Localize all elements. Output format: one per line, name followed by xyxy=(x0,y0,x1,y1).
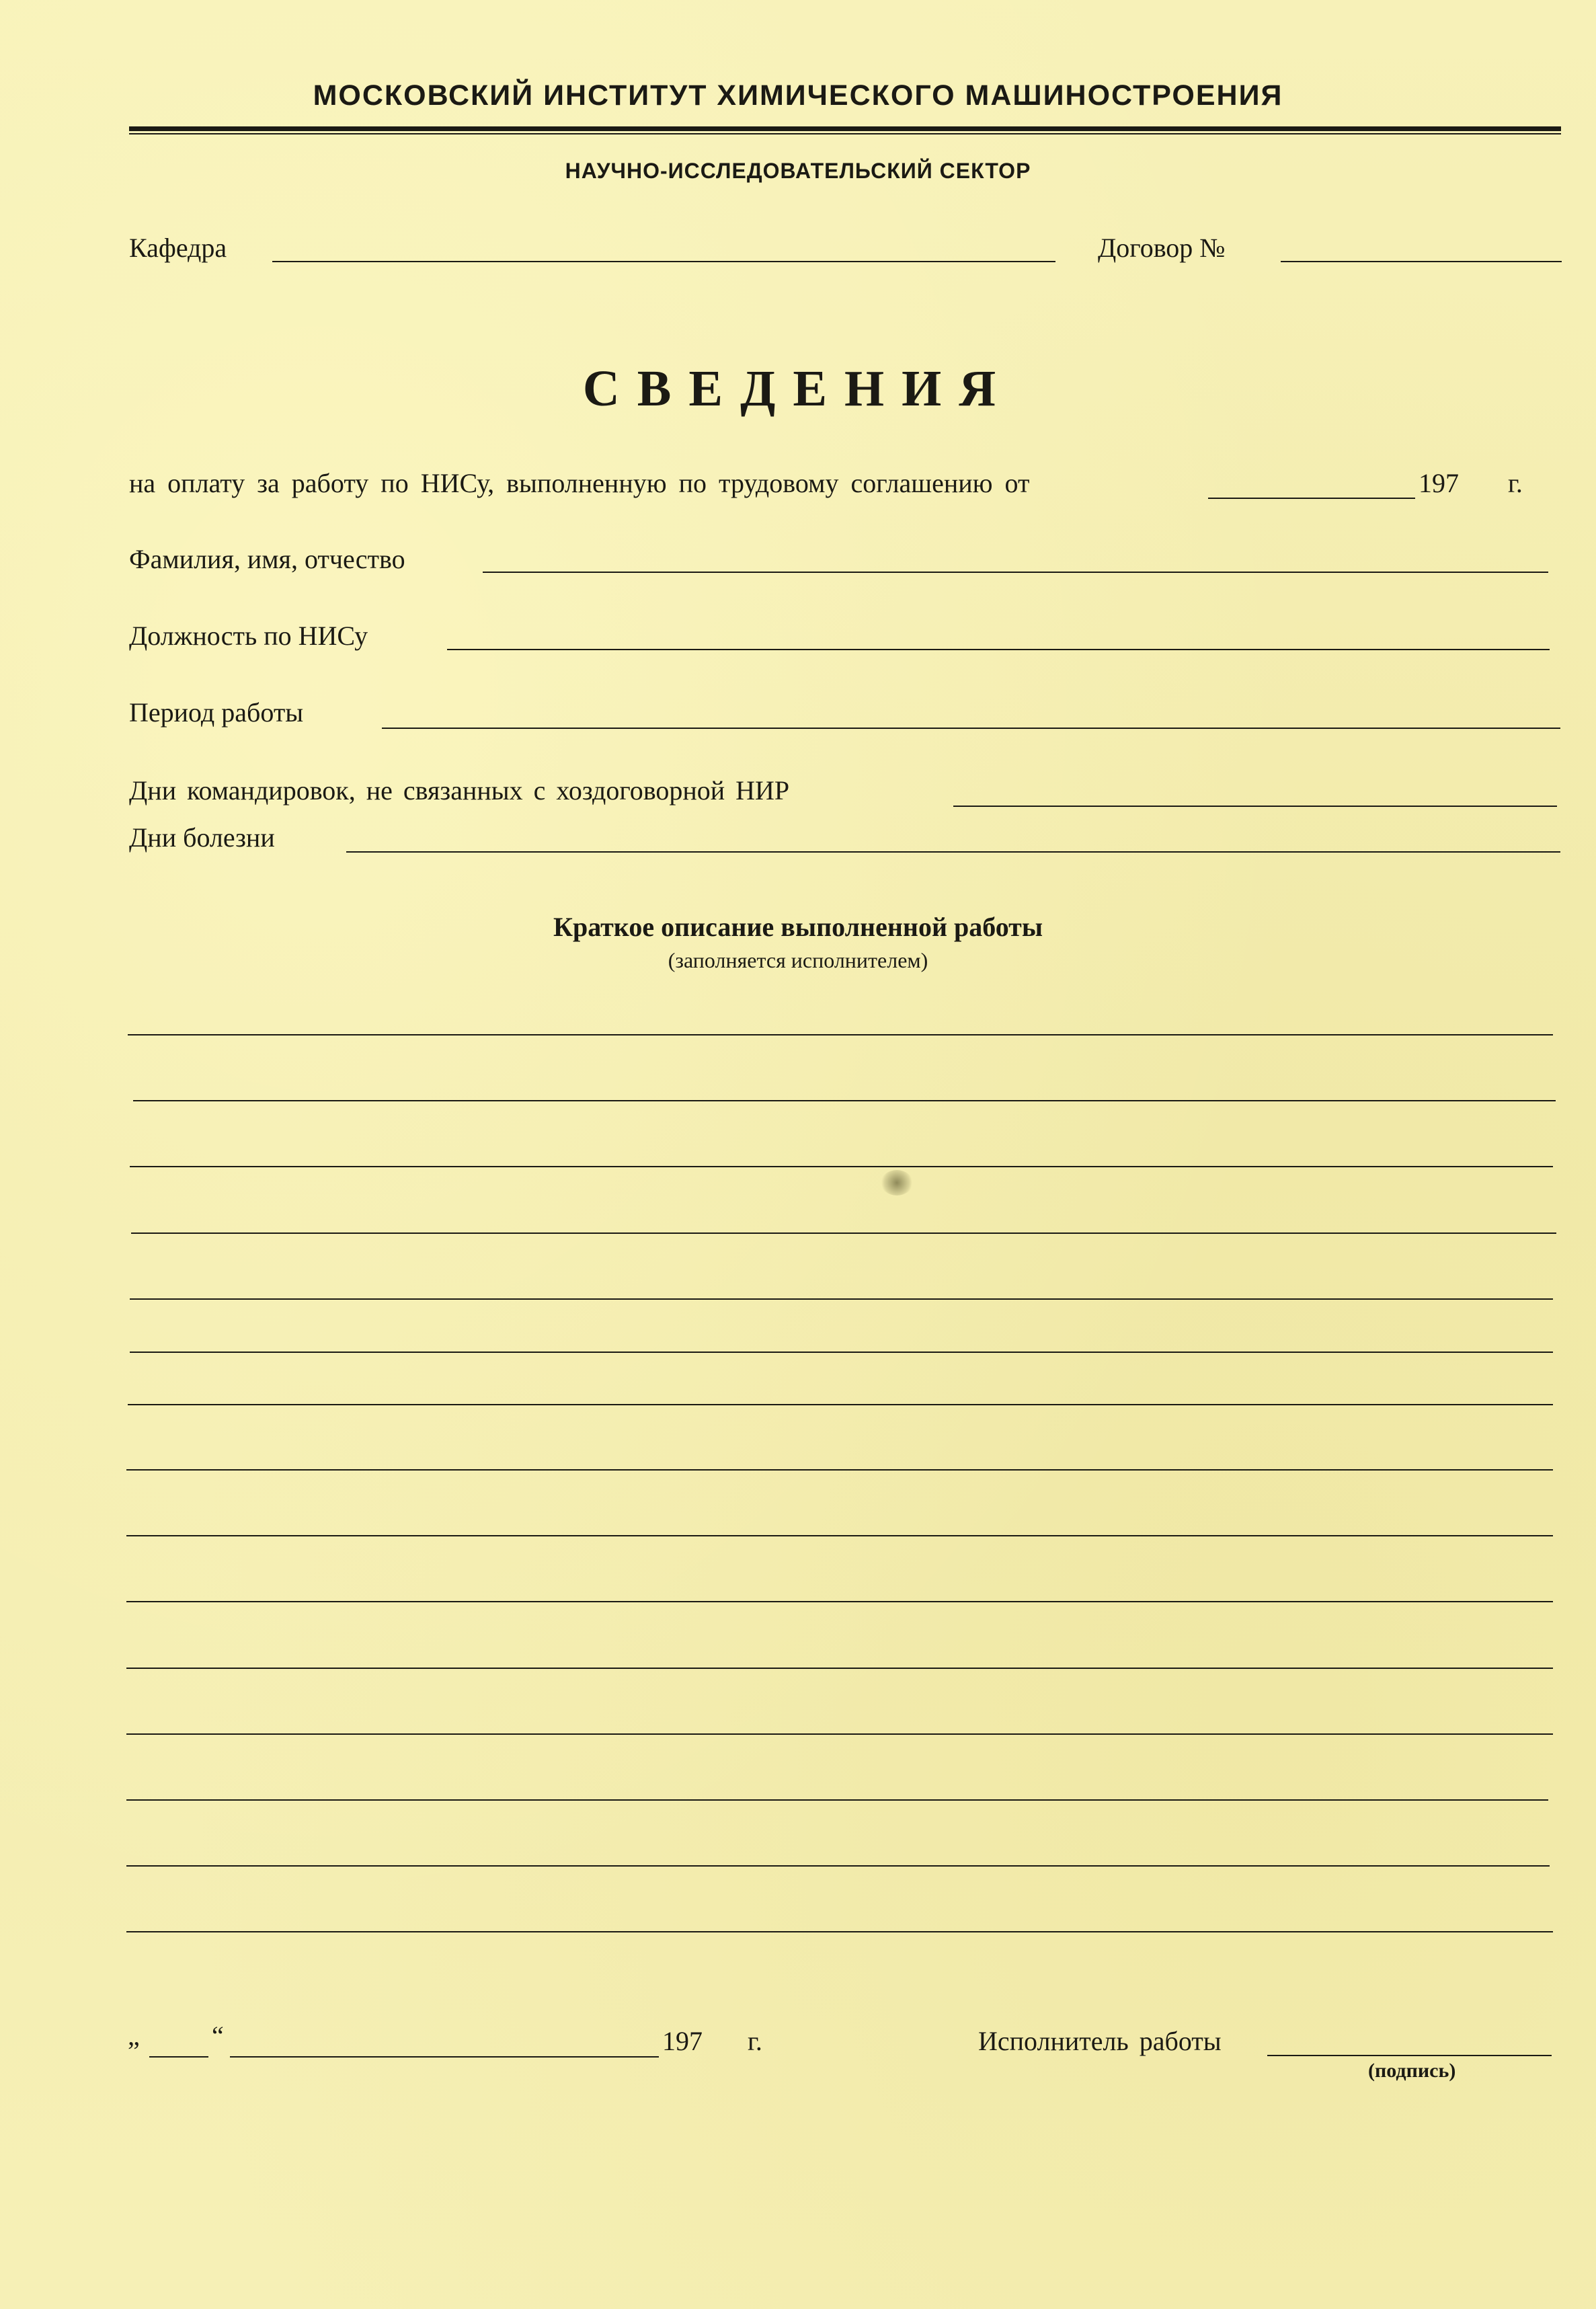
description-line[interactable] xyxy=(128,1034,1553,1035)
description-line[interactable] xyxy=(126,1931,1553,1932)
name-field[interactable] xyxy=(483,572,1548,573)
description-line[interactable] xyxy=(131,1232,1556,1234)
description-line[interactable] xyxy=(133,1100,1556,1101)
department-label: Кафедра xyxy=(129,233,227,263)
description-line[interactable] xyxy=(126,1799,1548,1801)
contract-label: Договор № xyxy=(1098,233,1226,263)
signature-field[interactable] xyxy=(1267,2055,1552,2056)
description-line[interactable] xyxy=(130,1166,1553,1167)
name-label: Фамилия, имя, отчество xyxy=(129,544,405,574)
date-quote-close: “ xyxy=(212,2021,224,2051)
trips-field[interactable] xyxy=(953,806,1557,807)
date-month-field[interactable] xyxy=(230,2056,659,2058)
executor-label: Исполнитель работы xyxy=(978,2026,1222,2056)
contract-number-field[interactable] xyxy=(1281,261,1562,262)
description-line[interactable] xyxy=(126,1601,1553,1602)
header-rule xyxy=(129,126,1561,131)
position-field[interactable] xyxy=(447,649,1550,650)
agreement-year-suffix: г. xyxy=(1508,468,1523,498)
sector-name: НАУЧНО-ИССЛЕДОВАТЕЛЬСКИЙ СЕКТОР xyxy=(565,159,1031,183)
description-line[interactable] xyxy=(128,1404,1553,1405)
paper-stain xyxy=(881,1170,913,1196)
department-field[interactable] xyxy=(272,261,1055,262)
description-line[interactable] xyxy=(130,1352,1553,1353)
description-line[interactable] xyxy=(126,1535,1553,1536)
description-line[interactable] xyxy=(130,1298,1553,1300)
description-note: (заполняется исполнителем) xyxy=(668,948,928,972)
period-field[interactable] xyxy=(382,728,1560,729)
description-title: Краткое описание выполненной работы xyxy=(553,912,1043,942)
description-line[interactable] xyxy=(126,1668,1553,1669)
sick-days-field[interactable] xyxy=(346,851,1560,853)
description-line[interactable] xyxy=(126,1865,1550,1867)
agreement-date-field[interactable] xyxy=(1208,498,1415,499)
document-title: СВЕДЕНИЯ xyxy=(582,360,1014,417)
institute-name: МОСКОВСКИЙ ИНСТИТУТ ХИМИЧЕСКОГО МАШИНОСТРОЕНИЯ xyxy=(313,79,1283,112)
date-day-field[interactable] xyxy=(149,2056,208,2058)
footer-year-suffix: г. xyxy=(748,2026,762,2056)
agreement-year-prefix: 197 xyxy=(1419,468,1459,498)
sick-days-label: Дни болезни xyxy=(129,822,275,853)
position-label: Должность по НИСу xyxy=(129,621,368,651)
period-label: Период работы xyxy=(129,697,304,728)
date-quote-open: „ xyxy=(128,2021,140,2051)
footer-year-prefix: 197 xyxy=(662,2026,703,2056)
description-line[interactable] xyxy=(126,1469,1553,1471)
payment-text: на оплату за работу по НИСу, выполненную по трудовому соглашению от xyxy=(129,468,1030,498)
header-rule-thin xyxy=(129,133,1561,134)
description-line[interactable] xyxy=(126,1733,1553,1735)
trips-label: Дни командировок, не связанных с хоздоговорной НИР xyxy=(129,775,790,806)
signature-note: (подпись) xyxy=(1368,2060,1456,2082)
